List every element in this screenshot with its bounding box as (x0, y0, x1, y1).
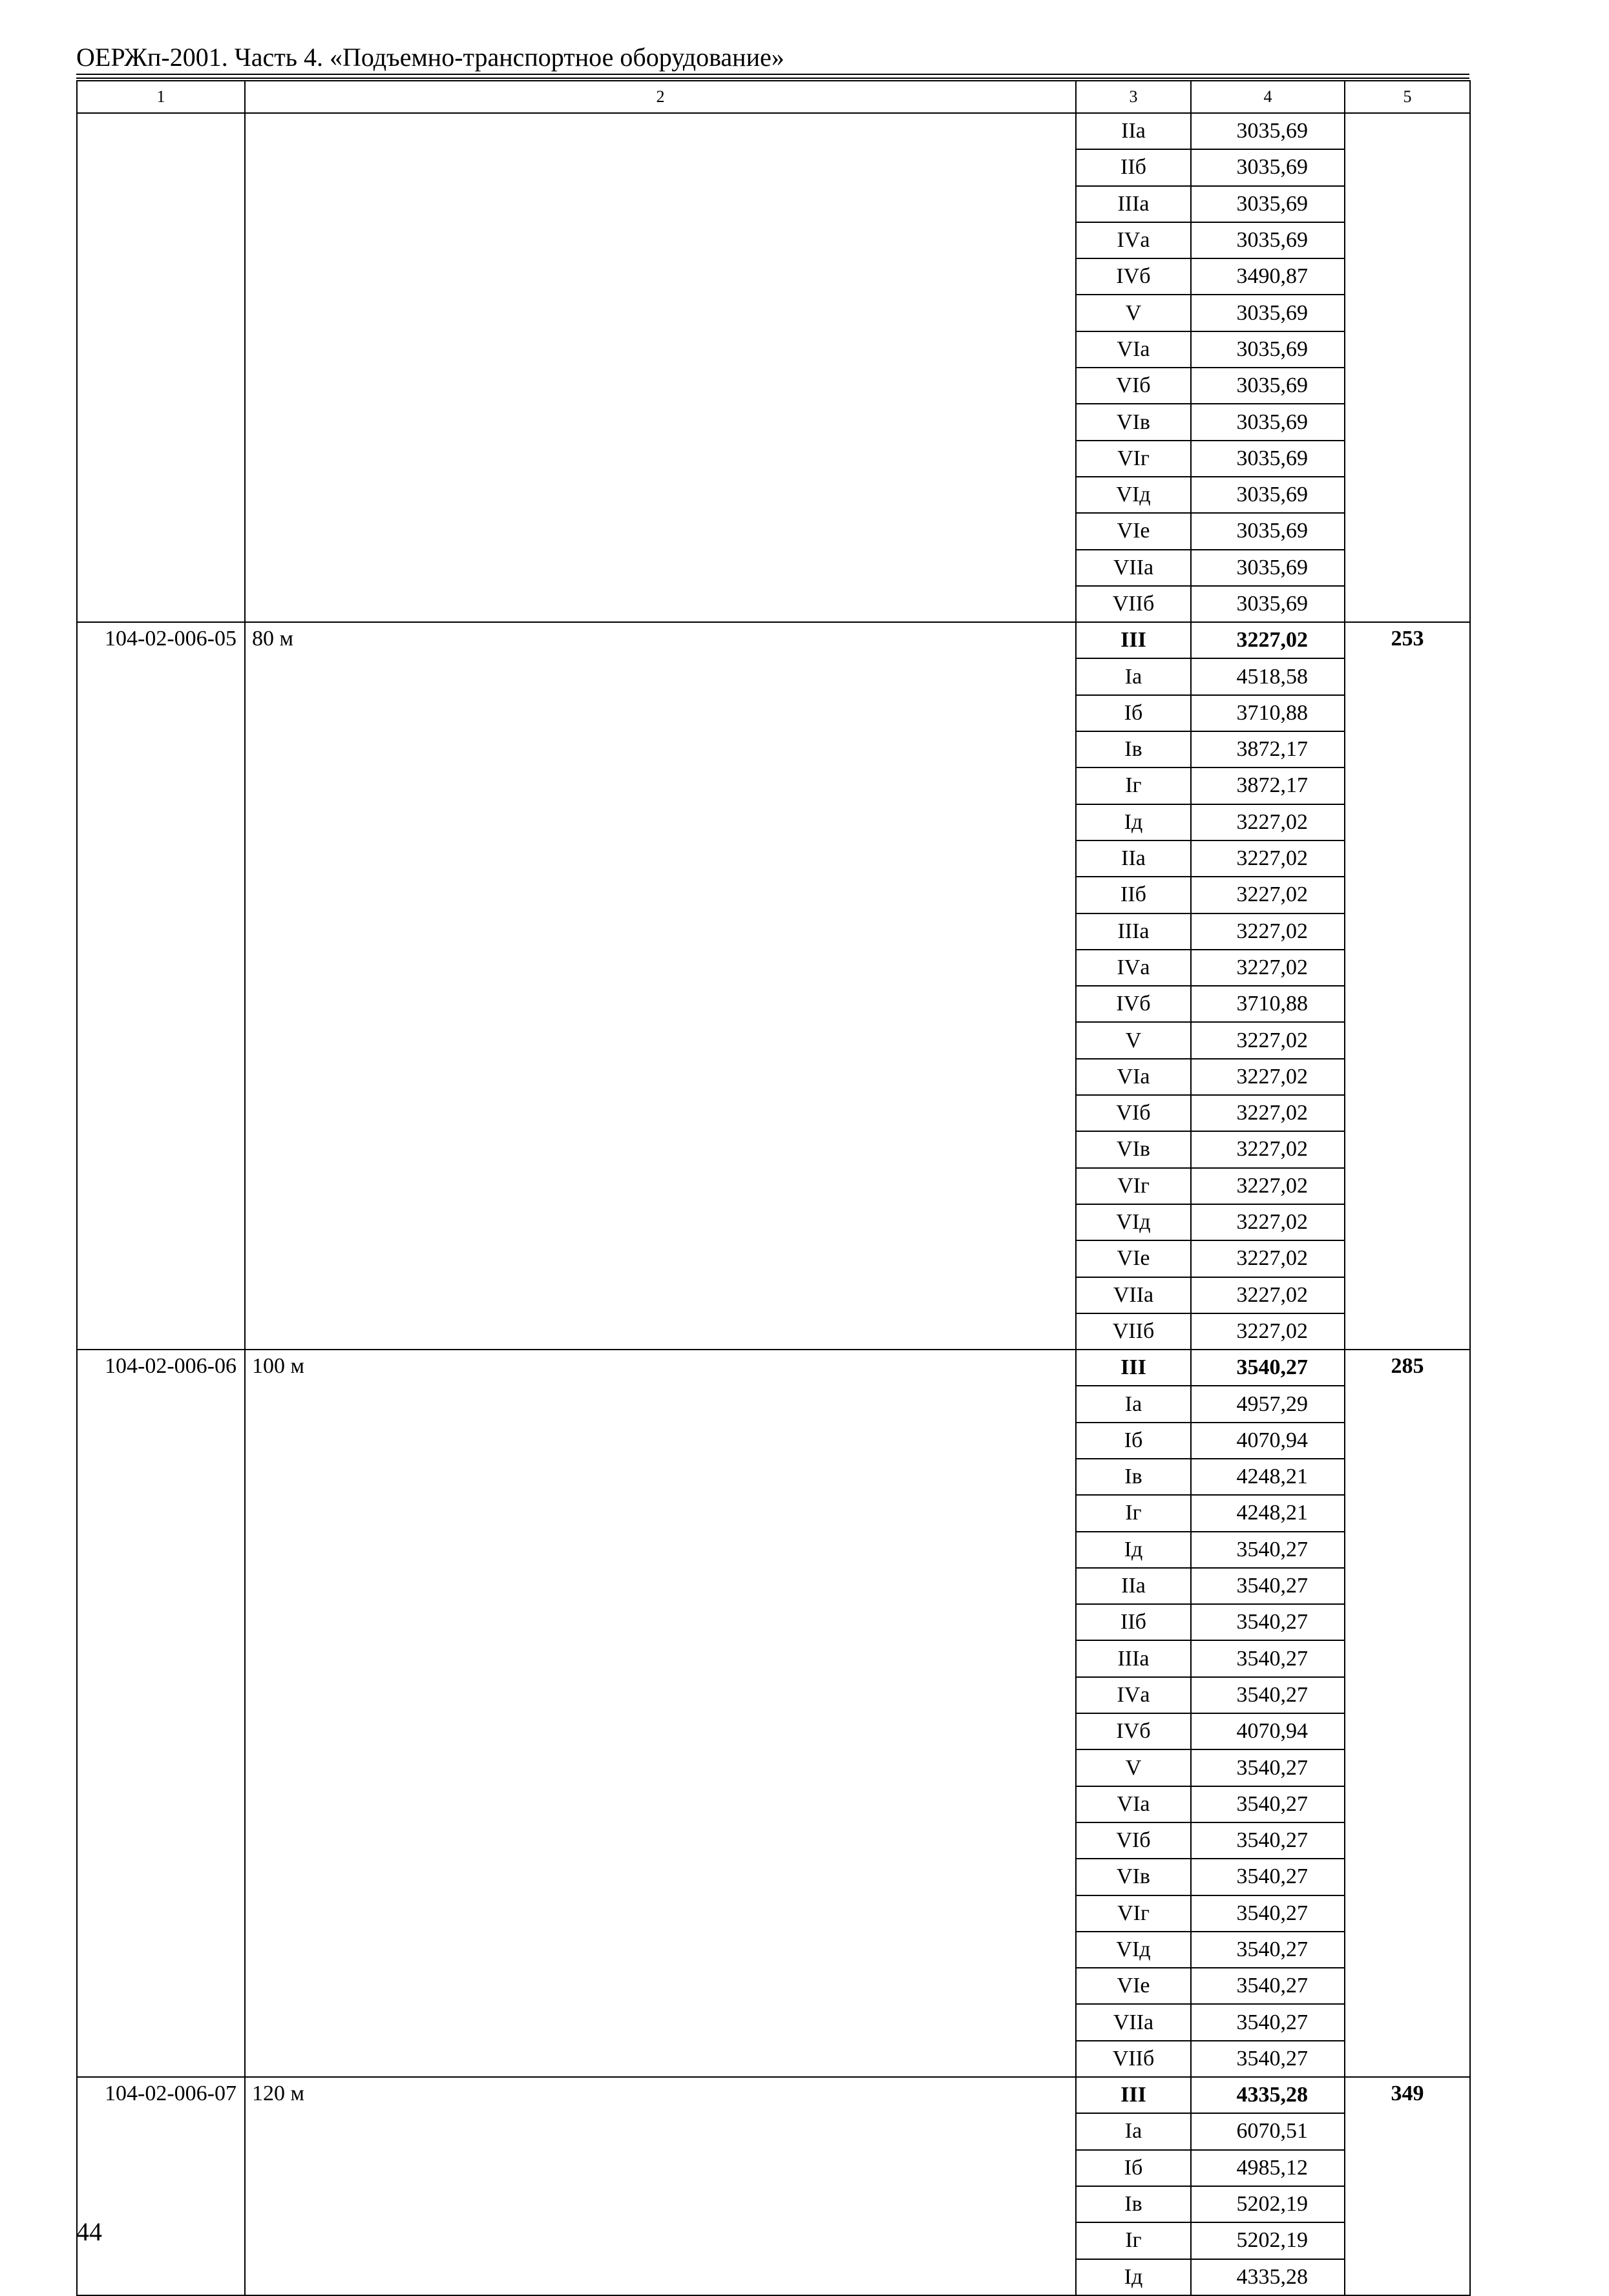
price-cell: 3035,69 (1191, 295, 1345, 331)
price-cell: 3035,69 (1191, 186, 1345, 222)
item-code: 104-02-006-06 (77, 1350, 245, 2077)
zone-cell: VIб (1076, 368, 1191, 404)
zone-cell: VIIб (1076, 1313, 1191, 1350)
zone-cell: VIб (1076, 1095, 1191, 1131)
price-cell: 3227,02 (1191, 622, 1345, 658)
zone-cell: IIа (1076, 113, 1191, 149)
item-code: 104-02-006-07 (77, 2077, 245, 2295)
zone-cell: VIIб (1076, 2041, 1191, 2077)
item-description: 100 м (245, 1350, 1076, 2077)
price-cell: 3035,69 (1191, 477, 1345, 513)
zone-cell: V (1076, 1749, 1191, 1786)
zone-cell: Iг (1076, 767, 1191, 804)
column-number: 1 (77, 81, 245, 113)
price-cell: 3710,88 (1191, 695, 1345, 731)
zone-cell: IIа (1076, 840, 1191, 877)
price-cell: 3035,69 (1191, 513, 1345, 549)
zone-cell: Iа (1076, 1386, 1191, 1422)
price-cell: 3872,17 (1191, 731, 1345, 767)
price-cell: 3540,27 (1191, 1859, 1345, 1895)
price-cell: 3490,87 (1191, 258, 1345, 295)
item-description (245, 113, 1076, 622)
price-cell: 3540,27 (1191, 1568, 1345, 1604)
price-cell: 4335,28 (1191, 2259, 1345, 2295)
zone-cell: V (1076, 295, 1191, 331)
zone-cell: IIIа (1076, 913, 1191, 950)
price-cell: 3540,27 (1191, 2041, 1345, 2077)
zone-cell: IIIа (1076, 186, 1191, 222)
zone-cell: IVа (1076, 222, 1191, 258)
zone-cell: VIа (1076, 1786, 1191, 1822)
zone-cell: IVа (1076, 1677, 1191, 1713)
column-number: 5 (1345, 81, 1470, 113)
zone-cell: V (1076, 1022, 1191, 1058)
zone-cell: VIIа (1076, 550, 1191, 586)
price-cell: 3035,69 (1191, 149, 1345, 185)
price-cell: 3035,69 (1191, 441, 1345, 477)
zone-cell: III (1076, 1350, 1191, 1386)
zone-cell: VIг (1076, 1168, 1191, 1204)
zone-cell: VIа (1076, 331, 1191, 368)
zone-cell: IIб (1076, 149, 1191, 185)
table-row (77, 622, 1470, 658)
price-cell: 3540,27 (1191, 1968, 1345, 2004)
price-cell: 3227,02 (1191, 804, 1345, 840)
column-number: 2 (245, 81, 1076, 113)
price-cell: 4248,21 (1191, 1495, 1345, 1531)
price-cell: 3227,02 (1191, 1095, 1345, 1131)
zone-cell: Iд (1076, 1532, 1191, 1568)
price-cell: 4070,94 (1191, 1423, 1345, 1459)
zone-cell: IIб (1076, 877, 1191, 913)
price-cell: 3227,02 (1191, 877, 1345, 913)
price-cell: 3540,27 (1191, 1532, 1345, 1568)
price-cell: 3227,02 (1191, 1059, 1345, 1095)
price-cell: 3035,69 (1191, 404, 1345, 440)
price-cell: 3227,02 (1191, 1240, 1345, 1277)
price-cell: 3227,02 (1191, 1022, 1345, 1058)
price-cell: 3227,02 (1191, 1204, 1345, 1240)
extra-value: 349 (1345, 2077, 1470, 2295)
price-cell: 3227,02 (1191, 840, 1345, 877)
zone-cell: Iв (1076, 1459, 1191, 1495)
price-cell: 3872,17 (1191, 767, 1345, 804)
price-cell: 5202,19 (1191, 2186, 1345, 2222)
zone-cell: VIд (1076, 1204, 1191, 1240)
zone-cell: Iб (1076, 1423, 1191, 1459)
item-code (77, 113, 245, 622)
zone-cell: IIIа (1076, 1640, 1191, 1676)
extra-value (1345, 113, 1470, 622)
zone-cell: VIIа (1076, 2004, 1191, 2040)
price-cell: 3540,27 (1191, 1749, 1345, 1786)
price-cell: 3035,69 (1191, 368, 1345, 404)
zone-cell: Iа (1076, 658, 1191, 694)
zone-cell: Iг (1076, 1495, 1191, 1531)
column-number-row (77, 81, 1470, 113)
zone-cell: VIв (1076, 404, 1191, 440)
price-cell: 4518,58 (1191, 658, 1345, 694)
price-table-body (77, 81, 1470, 2295)
zone-cell: VIIа (1076, 1277, 1191, 1313)
zone-cell: VIе (1076, 1968, 1191, 2004)
zone-cell: VIд (1076, 1932, 1191, 1968)
item-code: 104-02-006-05 (77, 622, 245, 1350)
zone-cell: VIв (1076, 1859, 1191, 1895)
zone-cell: IVа (1076, 950, 1191, 986)
zone-cell: IVб (1076, 1713, 1191, 1749)
zone-cell: Iв (1076, 2186, 1191, 2222)
zone-cell: VIг (1076, 441, 1191, 477)
price-cell: 3227,02 (1191, 1313, 1345, 1350)
price-cell: 3035,69 (1191, 331, 1345, 368)
zone-cell: IIа (1076, 1568, 1191, 1604)
price-cell: 3540,27 (1191, 1786, 1345, 1822)
price-cell: 4335,28 (1191, 2077, 1345, 2113)
column-number: 3 (1076, 81, 1191, 113)
price-cell: 3227,02 (1191, 950, 1345, 986)
price-cell: 6070,51 (1191, 2113, 1345, 2149)
zone-cell: VIг (1076, 1895, 1191, 1932)
price-cell: 3035,69 (1191, 113, 1345, 149)
zone-cell: III (1076, 2077, 1191, 2113)
price-cell: 3227,02 (1191, 1277, 1345, 1313)
item-description: 120 м (245, 2077, 1076, 2295)
zone-cell: VIе (1076, 513, 1191, 549)
zone-cell: Iб (1076, 695, 1191, 731)
zone-cell: VIв (1076, 1131, 1191, 1167)
price-cell: 3540,27 (1191, 1604, 1345, 1640)
zone-cell: IVб (1076, 986, 1191, 1022)
zone-cell: Iв (1076, 731, 1191, 767)
table-row (77, 2077, 1470, 2113)
price-cell: 3227,02 (1191, 1131, 1345, 1167)
header-rule-double (76, 78, 1469, 79)
zone-cell: Iа (1076, 2113, 1191, 2149)
zone-cell: VIIб (1076, 586, 1191, 622)
price-cell: 3540,27 (1191, 1640, 1345, 1676)
price-cell: 3035,69 (1191, 222, 1345, 258)
zone-cell: VIд (1076, 477, 1191, 513)
price-cell: 3540,27 (1191, 1822, 1345, 1859)
price-cell: 3540,27 (1191, 2004, 1345, 2040)
extra-value: 285 (1345, 1350, 1470, 2077)
page-header: ОЕРЖп-2001. Часть 4. «Подъемно-транспортное оборудование» (76, 43, 784, 72)
table-row (77, 113, 1470, 149)
price-cell: 3540,27 (1191, 1895, 1345, 1932)
price-table (76, 80, 1471, 2296)
column-number: 4 (1191, 81, 1345, 113)
price-cell: 3035,69 (1191, 586, 1345, 622)
zone-cell: VIе (1076, 1240, 1191, 1277)
zone-cell: Iб (1076, 2150, 1191, 2186)
zone-cell: Iд (1076, 2259, 1191, 2295)
zone-cell: VIб (1076, 1822, 1191, 1859)
item-description: 80 м (245, 622, 1076, 1350)
price-cell: 3540,27 (1191, 1350, 1345, 1386)
extra-value: 253 (1345, 622, 1470, 1350)
header-rule (76, 74, 1469, 75)
zone-cell: IVб (1076, 258, 1191, 295)
page-number: 44 (76, 2217, 102, 2246)
price-cell: 5202,19 (1191, 2222, 1345, 2259)
zone-cell: Iд (1076, 804, 1191, 840)
price-cell: 3227,02 (1191, 1168, 1345, 1204)
zone-cell: VIа (1076, 1059, 1191, 1095)
price-cell: 3227,02 (1191, 913, 1345, 950)
price-cell: 4248,21 (1191, 1459, 1345, 1495)
zone-cell: Iг (1076, 2222, 1191, 2259)
price-cell: 3710,88 (1191, 986, 1345, 1022)
zone-cell: III (1076, 622, 1191, 658)
price-cell: 3035,69 (1191, 550, 1345, 586)
price-cell: 3540,27 (1191, 1677, 1345, 1713)
price-cell: 4985,12 (1191, 2150, 1345, 2186)
price-cell: 4070,94 (1191, 1713, 1345, 1749)
price-cell: 4957,29 (1191, 1386, 1345, 1422)
price-cell: 3540,27 (1191, 1932, 1345, 1968)
zone-cell: IIб (1076, 1604, 1191, 1640)
table-row (77, 1350, 1470, 1386)
